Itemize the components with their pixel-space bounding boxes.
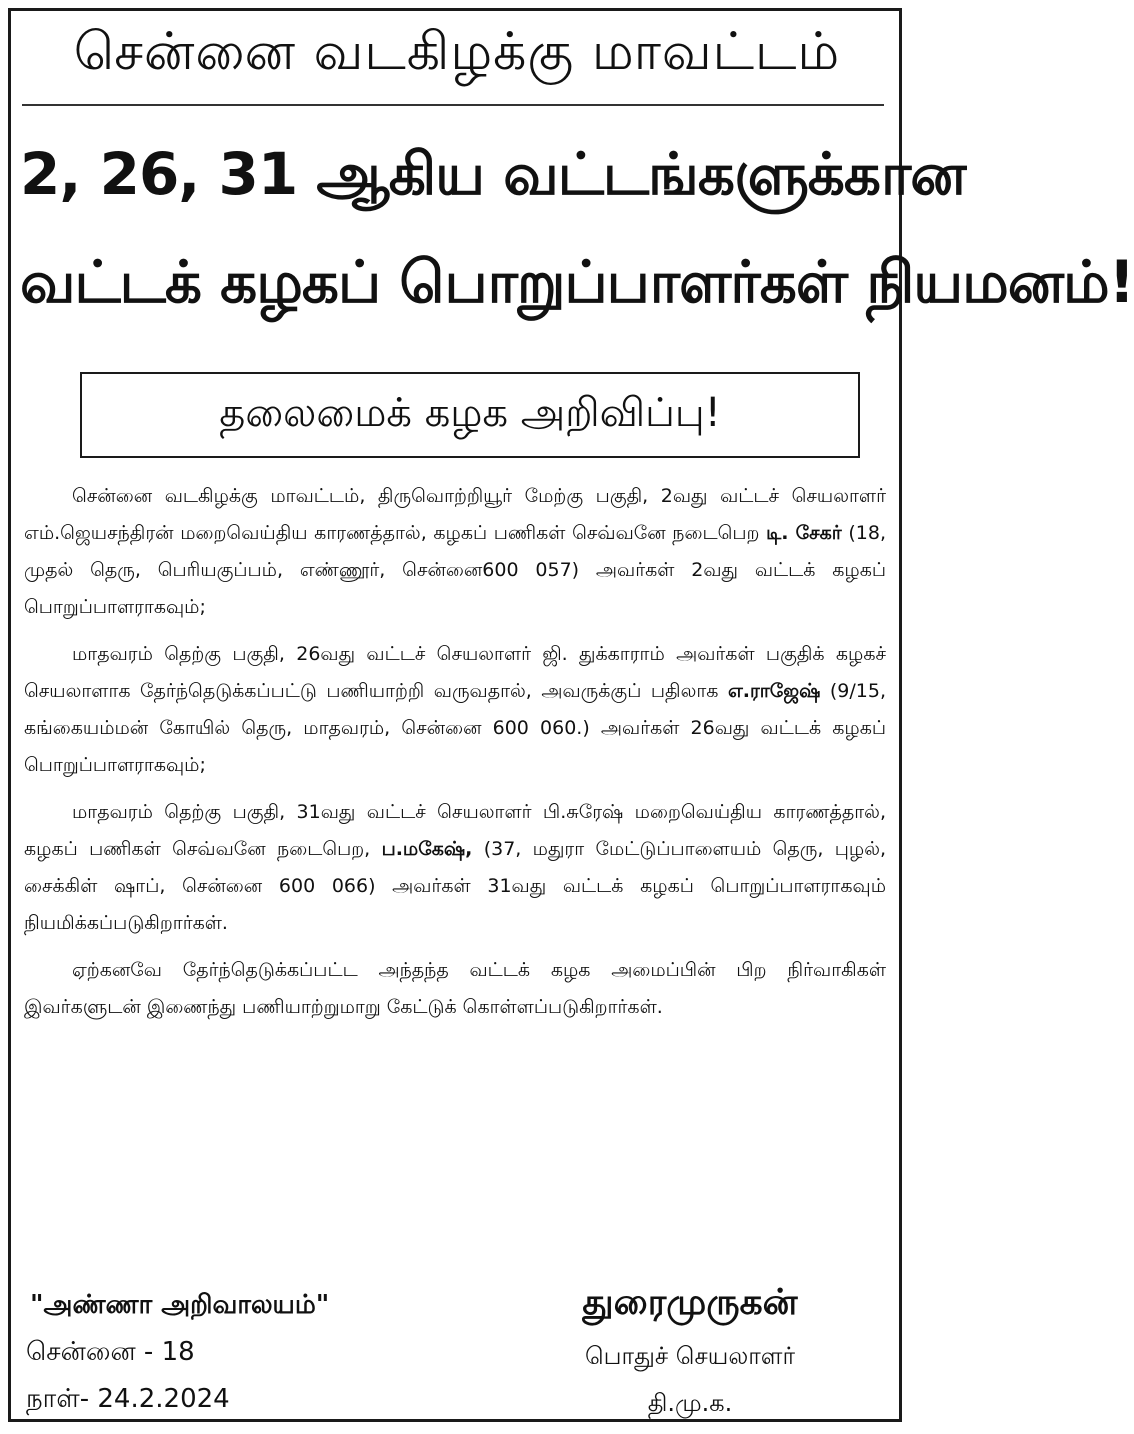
notice-title-box xyxy=(80,372,860,458)
paragraph-ward-26 xyxy=(24,636,886,784)
paragraph-text: (9/15, கங்கையம்மன் கோயில் தெரு, மாதவரம், சென்னை 600 060.) அவர்கள் 26வது வட்டக் கழகப் பொறுப்பாளராகவும்; xyxy=(24,680,886,776)
paragraph-text: மாதவரம் தெற்கு பகுதி, 31வது வட்டச் செயலாளர் பி.சுரேஷ் மறைவெய்திய காரணத்தால், கழகப் பணிகள் செவ்வனே நடைபெற, xyxy=(24,801,886,860)
appointee-name: ப.மகேஷ், xyxy=(381,838,473,860)
paragraph-text: (18, முதல் தெரு, பெரியகுப்பம், எண்ணூர், சென்னை600 057) அவர்கள் 2வது வட்டக் கழகப் பொறுப்பாளராகவும்; xyxy=(24,522,886,618)
party-name: தி.மு.க. xyxy=(647,1389,733,1417)
paragraph-ward-31 xyxy=(24,794,886,942)
signatory-designation: பொதுச் செயலாளர் xyxy=(584,1342,795,1370)
notice-body xyxy=(24,478,886,1036)
appointee-name: டி. சேகர் xyxy=(766,522,842,544)
paragraph-text: (37, மதுரா மேட்டுப்பாளையம் தெரு, புழல், சைக்கிள் ஷாப், சென்னை 600 066) அவர்கள் 31வது வட்டக் கழகப் பொறுப்பாளராகவும் நியமிக்கப்படுகிறார்கள். xyxy=(24,838,887,934)
paragraph-text: ஏற்கனவே தேர்ந்தெடுக்கப்பட்ட அந்தந்த வட்டக் கழக அமைப்பின் பிற நிர்வாகிகள் இவர்களுடன் இணைந்து பணியாற்றுமாறு கேட்டுக் கொள்ளப்படுகிறார்கள். xyxy=(24,959,886,1018)
paragraph-closing xyxy=(24,952,886,1026)
paragraph-ward-2 xyxy=(24,478,886,626)
office-city: சென்னை - 18 xyxy=(26,1337,195,1367)
notice-title: தலைமைக் கழக அறிவிப்பு! xyxy=(219,389,721,436)
signatory-name: துரைமுருகன் xyxy=(582,1282,798,1323)
headline-line-1: 2, 26, 31 ஆகிய வட்டங்களுக்கான xyxy=(20,140,966,208)
notice-date: நாள்- 24.2.2024 xyxy=(26,1384,230,1414)
appointee-name: எ.ராஜேஷ் xyxy=(727,680,821,702)
footer-signatory-block xyxy=(500,1282,880,1420)
office-name: "அண்ணா அறிவாலயம்" xyxy=(30,1290,330,1320)
footer-office-block xyxy=(26,1290,446,1417)
paragraph-text: சென்னை வடகிழக்கு மாவட்டம், திருவொற்றியூர் மேற்கு பகுதி, 2வது வட்டச் செயலாளர் எம்.ஜெயசந்திரன் மறைவெய்திய காரணத்தால், கழகப் பணிகள் செவ்வனே நடைபெற xyxy=(24,485,886,544)
headline-line-2: வட்டக் கழகப் பொறுப்பாளர்கள் நியமனம்! xyxy=(20,248,1134,316)
header-divider xyxy=(22,104,884,106)
district-title: சென்னை வடகிழக்கு மாவட்டம் xyxy=(73,22,841,82)
paragraph-text: மாதவரம் தெற்கு பகுதி, 26வது வட்டச் செயலாளர் ஜி. துக்காராம் அவர்கள் பகுதிக் கழகச் செயலாளாக தேர்ந்தெடுக்கப்பட்டு பணியாற்றி வருவதால், அவருக்குப் பதிலாக xyxy=(24,643,886,702)
